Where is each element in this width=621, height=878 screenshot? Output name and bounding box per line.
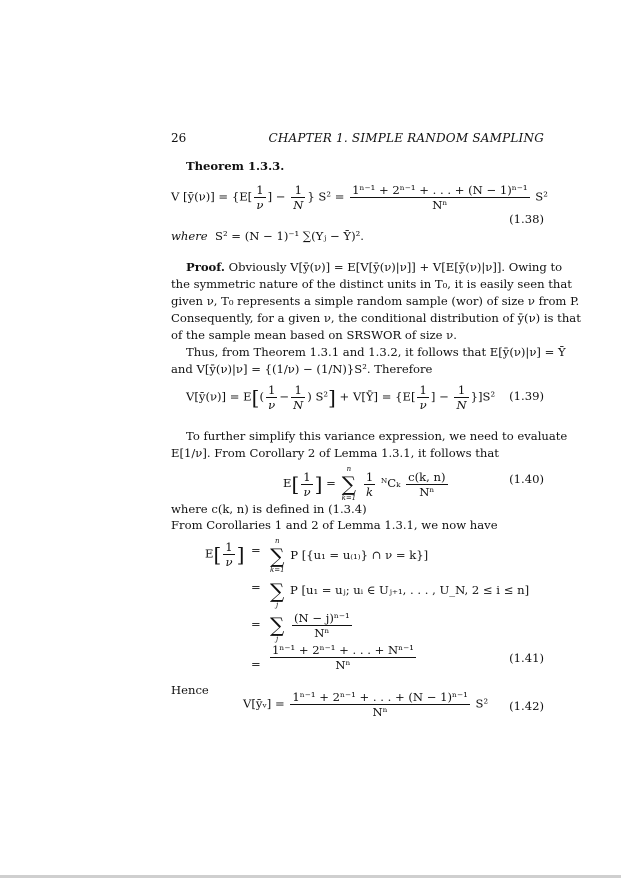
- where-line: [171, 228, 544, 244]
- eq-1-41-equals-2: =: [251, 580, 261, 594]
- eq-1-39-left: V[ȳ(ν)] = E: [186, 389, 252, 404]
- proof-line-7: and V[ȳ(ν)|ν] = {(1/ν) − (1/N)}S². Therefore: [171, 362, 433, 376]
- one-over-nu: $\frac{1}{\nu}$: [267, 383, 276, 412]
- eq-1-40-lhs: E: [283, 476, 292, 490]
- eq-1-41-row-3-fraction: [292, 611, 352, 640]
- where-word: where: [171, 229, 208, 243]
- eq-number-1-40: (1.40): [509, 472, 544, 486]
- one-over-N: $\frac{1}{N}$: [293, 383, 304, 412]
- one-over-nu: $\frac{1}{\nu}$: [303, 469, 311, 499]
- eq-1-39-tail: ]S²: [478, 389, 496, 404]
- chapter-title: CHAPTER 1. SIMPLE RANDOM SAMPLING: [268, 131, 544, 145]
- eq-1-41-row-2-text: P [u₁ = uⱼ; uᵢ ∈ Uⱼ₊₁, . . . , U_N, 2 ≤ i ≤ n]: [289, 583, 530, 597]
- eq-1-42-lhs: V[ȳᵥ] =: [243, 696, 285, 711]
- eq-1-41-row-3-denominator: Nⁿ: [314, 625, 330, 640]
- eq-1-40-numerator: c(k, n): [408, 469, 446, 484]
- eq-1-41-row-4-denominator: Nⁿ: [335, 658, 351, 672]
- proof-line-4: Consequently, for a given ν, the conditional distribution of ȳ(ν) is that: [171, 311, 581, 325]
- theorem-heading: Theorem 1.3.3.: [186, 159, 285, 173]
- sum-lower: k=1: [341, 494, 357, 502]
- summation-j: ∑ j: [270, 579, 285, 609]
- eq-1-41-row-3: [268, 606, 354, 644]
- proof-line-1: [171, 259, 563, 275]
- eq-1-42-fraction: [290, 690, 469, 719]
- eq-1-42-numerator: 1ⁿ⁻¹ + 2ⁿ⁻¹ + . . . + (N − 1)ⁿ⁻¹: [292, 690, 468, 704]
- where-text: S² = (N − 1)⁻¹ ∑(Yⱼ − Ȳ)².: [215, 229, 364, 243]
- eq-1-38-lhs: V [ȳ(ν)] = {E[: [171, 189, 253, 204]
- proof-line-3: given ν, T₀ represents a simple random sample (wor) of size ν from P.: [171, 294, 580, 308]
- para3-line-1: where c(k, n) is defined in (1.3.4): [171, 502, 367, 516]
- equation-1-40: E[ $\frac{1}{\nu}$ ] = n ∑ k=1 $\frac{1}{k}$ ᴺCₖ $\frac{c(k, n)}{\text{Nⁿ}}$: [283, 465, 446, 502]
- eq-1-38-mid: ] −: [267, 189, 286, 204]
- hence-word: Hence: [171, 683, 209, 697]
- one-over-nu: $\frac{1}{\nu}$: [256, 183, 264, 212]
- proof-line-5: of the sample mean based on SRSWOR of size ν.: [171, 328, 457, 342]
- summation-j: ∑ j: [270, 613, 285, 643]
- eq-1-39-right: + V[Ȳ] = {E[: [339, 389, 416, 404]
- eq-1-41-row-4-fraction: [270, 643, 416, 672]
- proof-heading: Proof.: [186, 260, 225, 274]
- eq-1-40-denominator: Nⁿ: [419, 484, 435, 499]
- eq-1-41-row-1-text: P [{u₁ = u₍₁₎} ∩ ν = k}]: [290, 548, 429, 562]
- combination: ᴺCₖ: [380, 476, 401, 490]
- one-over-N: $\frac{1}{N}$: [293, 183, 304, 212]
- eq-1-42-tail: S²: [475, 696, 489, 711]
- eq-1-38-tail: S²: [535, 189, 548, 204]
- summation-k: n ∑ k=1: [341, 465, 357, 502]
- eq-1-42-denominator: Nⁿ: [372, 705, 388, 719]
- equation-1-38: [171, 183, 548, 212]
- proof-line-6: Thus, from Theorem 1.3.1 and 1.3.2, it follows that E[ȳ(ν)|ν] = Ȳ: [186, 345, 566, 359]
- eq-number-1-41: (1.41): [509, 651, 544, 665]
- eq-1-41-row-1: [268, 537, 428, 575]
- one-over-nu: $\frac{1}{\nu}$: [419, 383, 427, 412]
- page-number: 26: [171, 131, 187, 145]
- eq-1-41-lhs: E[ $\frac{1}{\nu}$ ]: [205, 540, 245, 569]
- one-over-nu: $\frac{1}{\nu}$: [225, 540, 233, 569]
- eq-1-41-equals-3: =: [251, 617, 261, 631]
- proof-line-1-text: Obviously V[ȳ(ν)] = E[V[ȳ(ν)|ν]] + V[E[ȳ(ν)|ν]]. Owing to: [228, 260, 563, 274]
- eq-1-38-denominator: Nⁿ: [432, 198, 448, 212]
- equation-1-39: V[ȳ(ν)] = E[( $\frac{1}{\nu}$ − $\frac{1}{N}$ ) S²] + V[Ȳ] = {E[ $\frac{1}{\nu}$ ] − $\frac{1}{N}$ }]S²: [186, 383, 496, 412]
- eq-number-1-39: (1.39): [509, 389, 544, 403]
- eq-1-41-equals-1: =: [251, 543, 261, 557]
- one-over-k: $\frac{1}{k}$: [365, 469, 374, 499]
- eq-number-1-38: (1.38): [509, 212, 544, 226]
- eq-1-41-row-3-numerator: (N − j)ⁿ⁻¹: [293, 610, 350, 625]
- eq-1-38-numerator: 1ⁿ⁻¹ + 2ⁿ⁻¹ + . . . + (N − 1)ⁿ⁻¹: [352, 183, 528, 197]
- eq-1-38-fraction: [350, 183, 529, 212]
- summation-k: n ∑ k=1: [270, 537, 285, 574]
- para2-line-1: To further simplify this variance expression, we need to evaluate: [186, 429, 568, 443]
- para3-line-2: From Corollaries 1 and 2 of Lemma 1.3.1, we now have: [171, 518, 498, 532]
- eq-1-41-row-4-numerator: 1ⁿ⁻¹ + 2ⁿ⁻¹ + . . . + Nⁿ⁻¹: [272, 643, 414, 657]
- eq-1-41-equals-4: =: [251, 657, 261, 671]
- eq-number-1-42: (1.42): [509, 699, 544, 713]
- para2-line-2: E[1/ν]. From Corollary 2 of Lemma 1.3.1, it follows that: [171, 446, 499, 460]
- eq-1-41-row-2: [268, 572, 529, 610]
- proof-line-2: the symmetric nature of the distinct units in T₀, it is easily seen that: [171, 277, 572, 291]
- eq-1-41-row-4: [268, 643, 418, 672]
- eq-1-40-fraction: [406, 470, 447, 499]
- eq-1-38-rhs-close: } S² =: [307, 189, 345, 204]
- one-over-N: $\frac{1}{N}$: [456, 383, 467, 412]
- equation-1-42: [243, 690, 488, 719]
- sum-upper: n: [346, 465, 352, 473]
